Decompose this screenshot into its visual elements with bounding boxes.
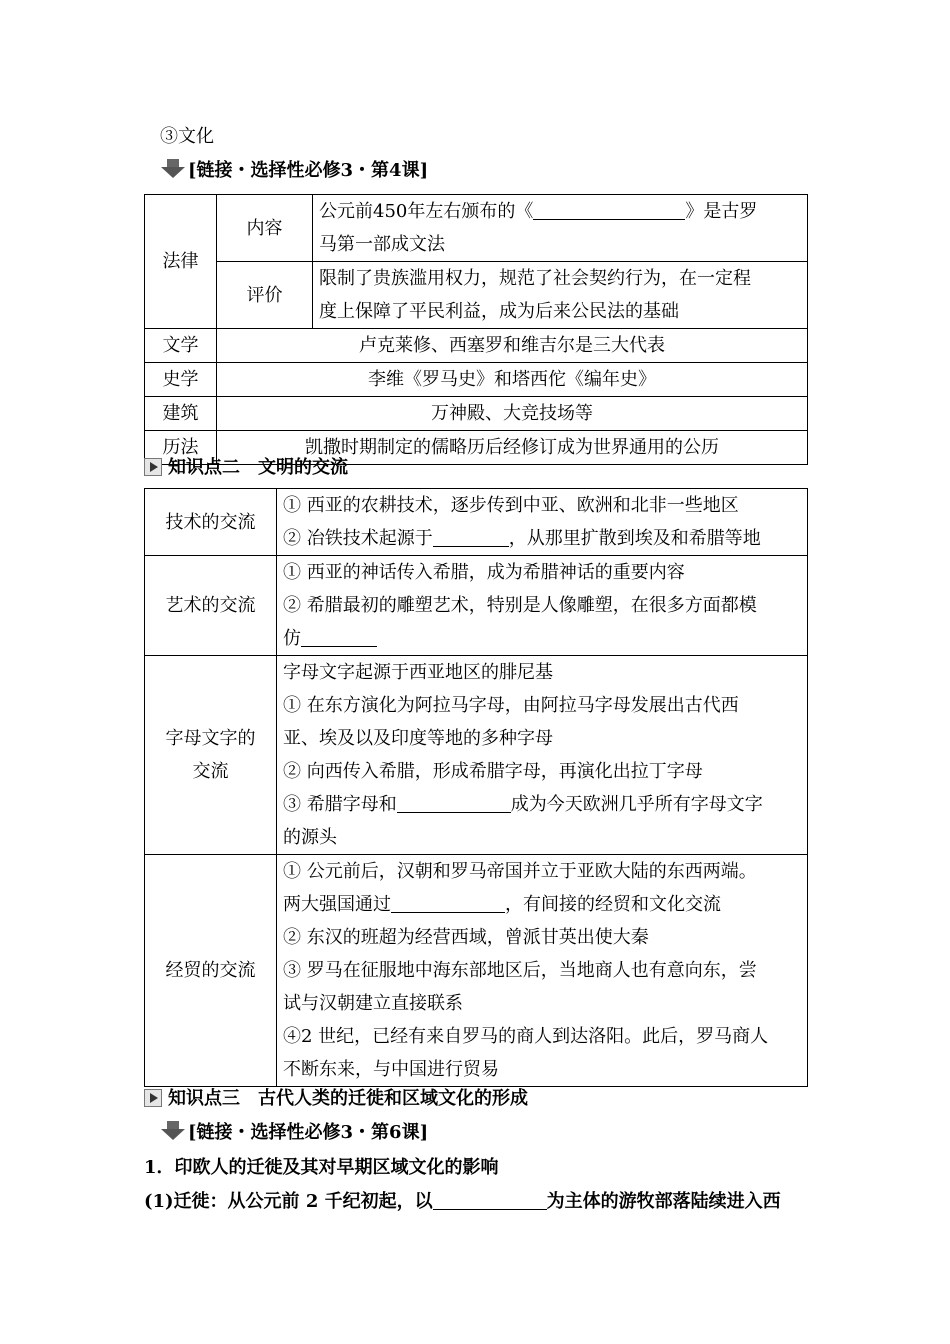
trade-item-1a: ① 公元前后，汉朝和罗马帝国并立于亚欧大陆的东西两端。 bbox=[283, 861, 757, 882]
trade-exchange-cell bbox=[277, 855, 808, 1087]
knowledge-point-2-text: 知识点二 文明的交流 bbox=[168, 457, 348, 478]
architecture-label: 建筑 bbox=[145, 397, 217, 431]
down-arrow-icon bbox=[160, 1121, 186, 1141]
alphabet-exchange-cell bbox=[277, 656, 808, 855]
alphabet-item-2: ② 向西传入希腊，形成希腊字母，再演化出拉丁字母 bbox=[283, 761, 703, 782]
trade-item-3a: ③ 罗马在征服地中海东部地区后，当地商人也有意向东，尝 bbox=[283, 960, 757, 981]
indo-european-blank[interactable] bbox=[433, 1189, 547, 1210]
tech-exchange-label: 技术的交流 bbox=[145, 489, 277, 556]
trade-item-3b: 试与汉朝建立直接联系 bbox=[283, 993, 463, 1014]
trade-item-1b-post: ，有间接的经贸和文化交流 bbox=[505, 894, 721, 915]
link-reference-1-text: [链接・选择性必修3・第4课] bbox=[188, 160, 429, 181]
law-content-cell bbox=[313, 195, 808, 262]
alphabet-exchange-label bbox=[145, 656, 277, 855]
migration-post: 为主体的游牧部落陆续进入西 bbox=[546, 1191, 781, 1212]
history-text: 李维《罗马史》和塔西佗《编年史》 bbox=[217, 363, 808, 397]
alphabet-label-line1: 字母文字的 bbox=[165, 728, 256, 749]
art-item-3-pre: 仿 bbox=[283, 628, 301, 649]
civilization-exchange-table bbox=[144, 488, 808, 1087]
art-item-1: ① 西亚的神话传入希腊，成为希腊神话的重要内容 bbox=[283, 562, 685, 583]
eval-label: 评价 bbox=[217, 262, 313, 329]
law-content-pre: 公元前450年左右颁布的《 bbox=[319, 201, 534, 222]
tech-item-2-post: ，从那里扩散到埃及和希腊等地 bbox=[508, 528, 761, 549]
alphabet-item-1b: 亚、埃及以及印度等地的多种字母 bbox=[283, 728, 553, 749]
knowledge-point-2 bbox=[144, 454, 348, 482]
trade-item-1b-pre: 两大强国通过 bbox=[283, 894, 391, 915]
alphabet-item-3b: 的源头 bbox=[283, 827, 337, 848]
trade-item-2: ② 东汉的班超为经营西域，曾派甘英出使大秦 bbox=[283, 927, 649, 948]
law-eval-line1: 限制了贵族滥用权力，规范了社会契约行为，在一定程 bbox=[319, 268, 751, 289]
down-arrow-icon bbox=[160, 159, 186, 179]
art-exchange-cell bbox=[277, 556, 808, 656]
trade-item-4a: ④2 世纪，已经有来自罗马的商人到达洛阳。此后，罗马商人 bbox=[283, 1026, 769, 1047]
alphabet-item-3-post: 成为今天欧洲几乎所有字母文字 bbox=[510, 794, 763, 815]
alphabet-origin: 字母文字起源于西亚地区的腓尼基 bbox=[283, 662, 553, 683]
content-label: 内容 bbox=[217, 195, 313, 262]
migration-paragraph bbox=[144, 1188, 781, 1216]
trade-exchange-label: 经贸的交流 bbox=[145, 855, 277, 1087]
play-triangle-icon bbox=[144, 1089, 162, 1107]
alphabet-item-3-pre: ③ 希腊字母和 bbox=[283, 794, 397, 815]
silk-road-blank[interactable] bbox=[391, 892, 505, 913]
iron-origin-blank[interactable] bbox=[433, 526, 509, 547]
literature-label: 文学 bbox=[145, 329, 217, 363]
law-eval-cell bbox=[313, 262, 808, 329]
latin-alphabet-blank[interactable] bbox=[397, 792, 511, 813]
link-reference-2-text: [链接・选择性必修3・第6课] bbox=[188, 1122, 429, 1143]
calendar-text: 凯撒时期制定的儒略历后经修订成为世界通用的公历 bbox=[217, 431, 808, 465]
law-eval-line2: 度上保障了平民利益，成为后来公民法的基础 bbox=[319, 301, 679, 322]
link-reference-2 bbox=[160, 1119, 428, 1147]
section-culture: ③文化 bbox=[160, 126, 214, 147]
architecture-text: 万神殿、大竞技场等 bbox=[217, 397, 808, 431]
art-item-2: ② 希腊最初的雕塑艺术，特别是人像雕塑，在很多方面都模 bbox=[283, 595, 757, 616]
tech-exchange-cell bbox=[277, 489, 808, 556]
roman-culture-table bbox=[144, 194, 808, 465]
trade-item-4b: 不断东来，与中国进行贸易 bbox=[283, 1059, 499, 1080]
alphabet-label-line2: 交流 bbox=[192, 761, 229, 782]
tech-item-1: ① 西亚的农耕技术，逐步传到中亚、欧洲和北非一些地区 bbox=[283, 495, 739, 516]
tech-item-2-pre: ② 冶铁技术起源于 bbox=[283, 528, 433, 549]
heading-indo-european: 1．印欧人的迁徙及其对早期区域文化的影响 bbox=[144, 1157, 499, 1178]
literature-text: 卢克莱修、西塞罗和维吉尔是三大代表 bbox=[217, 329, 808, 363]
law-name-blank[interactable] bbox=[533, 199, 685, 220]
imitation-blank[interactable] bbox=[301, 626, 377, 647]
alphabet-item-1a: ① 在东方演化为阿拉马字母，由阿拉马字母发展出古代西 bbox=[283, 695, 739, 716]
law-content-post: 》是古罗 bbox=[685, 201, 758, 222]
history-label: 史学 bbox=[145, 363, 217, 397]
calendar-label: 历法 bbox=[145, 431, 217, 465]
play-triangle-icon bbox=[144, 458, 162, 476]
law-label: 法律 bbox=[145, 195, 217, 329]
law-content-line2: 马第一部成文法 bbox=[319, 234, 445, 255]
migration-pre: (1)迁徙：从公元前 2 千纪初起，以 bbox=[144, 1191, 433, 1212]
knowledge-point-3-text: 知识点三 古代人类的迁徙和区域文化的形成 bbox=[168, 1088, 528, 1109]
art-exchange-label: 艺术的交流 bbox=[145, 556, 277, 656]
knowledge-point-3 bbox=[144, 1085, 528, 1113]
link-reference-1 bbox=[160, 157, 428, 185]
